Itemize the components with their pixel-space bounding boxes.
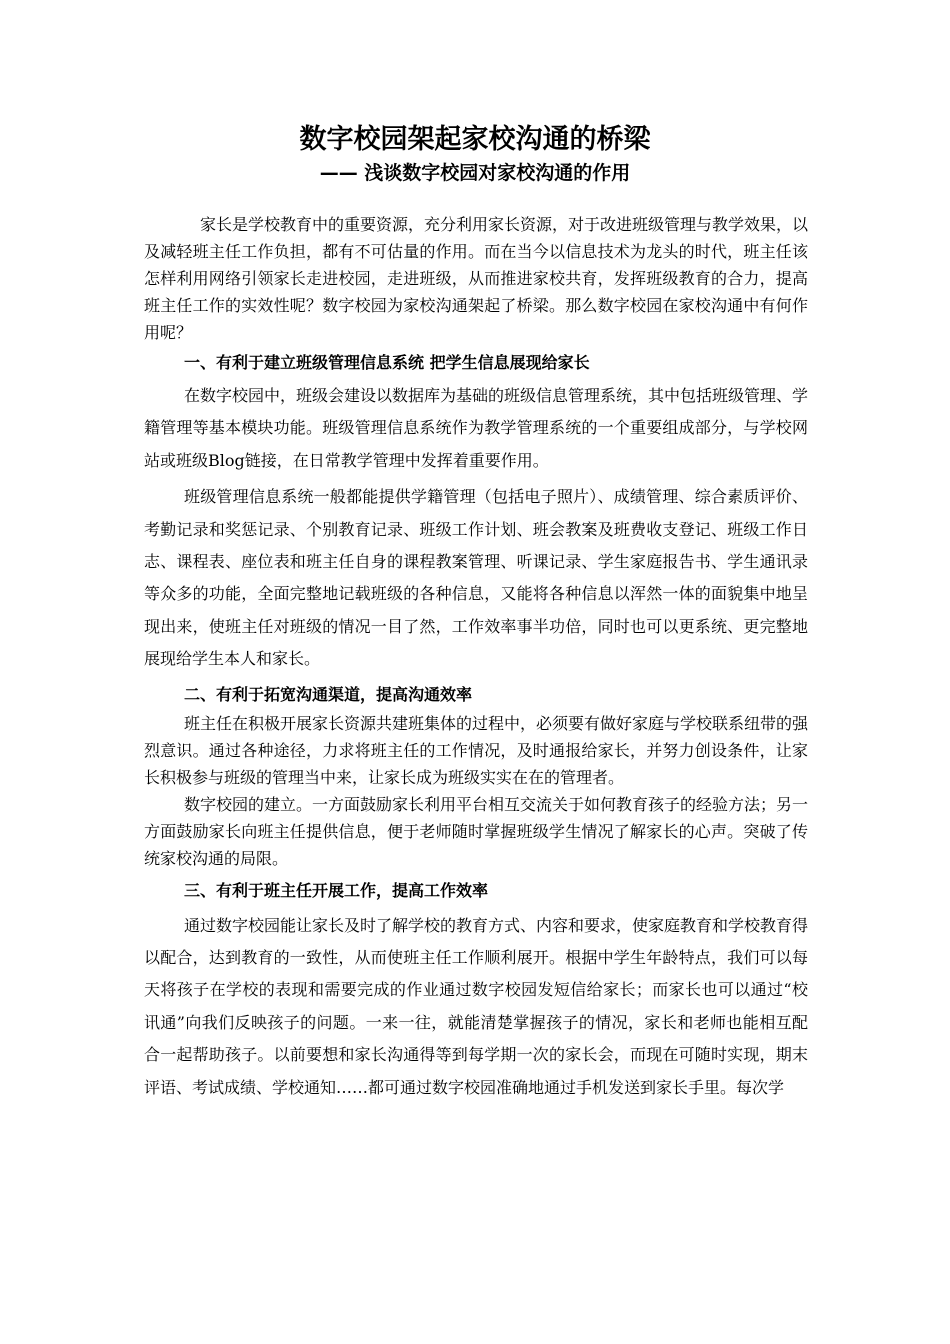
document-body	[144, 211, 808, 1104]
intro-paragraph: 家长是学校教育中的重要资源，充分利用家长资源，对于改进班级管理与教学效果，以及减轻班主任工作负担，都有不可估量的作用。而在当今以信息技术为龙头的时代，班主任该怎样利用网络引领家长走进校园，走进班级，从而推进家校共育，发挥班级教育的合力，提高班主任工作的实效性呢？数字校园为家校沟通架起了桥梁。那么数字校园在家校沟通中有何作用呢？	[144, 215, 809, 342]
section-1-paragraph-2: 班级管理信息系统一般都能提供学籍管理（包括电子照片）、成绩管理、综合素质评价、考勤记录和奖惩记录、个别教育记录、班级工作计划、班会教案及班费收支登记、班级工作日志、课程表、座位表和班主任自身的课程教案管理、听课记录、学生家庭报告书、学生通讯录等众多的功能，全面完整地记载班级的各种信息，又能将各种信息以浑然一体的面貌集中地呈现出来，使班主任对班级的情况一目了然，工作效率事半功倍，同时也可以更系统、更完整地展现给学生本人和家长。	[144, 487, 808, 669]
section-1-paragraph-1: 在数字校园中，班级会建设以数据库为基础的班级信息管理系统，其中包括班级管理、学籍管理等基本模块功能。班级管理信息系统作为教学管理系统的一个重要组成部分，与学校网站或班级Blog链接，在日常教学管理中发挥着重要作用。	[144, 386, 809, 470]
section-3-heading: 三、有利于班主任开展工作，提高工作效率	[184, 880, 489, 900]
section-1-heading: 一、有利于建立班级管理信息系统 把学生信息展现给家长	[184, 353, 590, 372]
section-2-paragraph-1: 班主任在积极开展家长资源共建班集体的过程中，必须要有做好家庭与学校联系纽带的强烈意识。通过各种途径，力求将班主任的工作情况，及时通报给家长，并努力创设条件，让家长积极参与班级的管理当中来，让家长成为班级实实在在的管理者。	[144, 713, 809, 787]
document-title: 数字校园架起家校沟通的桥梁	[299, 124, 651, 155]
section-2-paragraph-2: 数字校园的建立。一方面鼓励家长利用平台相互交流关于如何教育孩子的经验方法；另一方面鼓励家长向班主任提供信息，便于老师随时掌握班级学生情况了解家长的心声。突破了传统家校沟通的局限。	[144, 794, 809, 868]
document-subtitle: —— 浅谈数字校园对家校沟通的作用	[319, 162, 631, 184]
section-3-paragraph-1: 通过数字校园能让家长及时了解学校的教育方式、内容和要求，使家庭教育和学校教育得以配合，达到教育的一致性，从而使班主任工作顺利展开。根据中学生年龄特点，我们可以每天将孩子在学校的表现和需要完成的作业通过数字校园发短信给家长；而家长也可以通过“校讯通”向我们反映孩子的问题。一来一往，就能清楚掌握孩子的情况，家长和老师也能相互配合一起帮助孩子。以前要想和家长沟通得等到每学期一次的家长会，而现在可随时实现，期末评语、考试成绩、学校通知……都可通过数字校园准确地通过手机发送到家长手里。每次学	[144, 915, 809, 1097]
section-2-heading: 二、有利于拓宽沟通渠道，提高沟通效率	[184, 684, 473, 704]
